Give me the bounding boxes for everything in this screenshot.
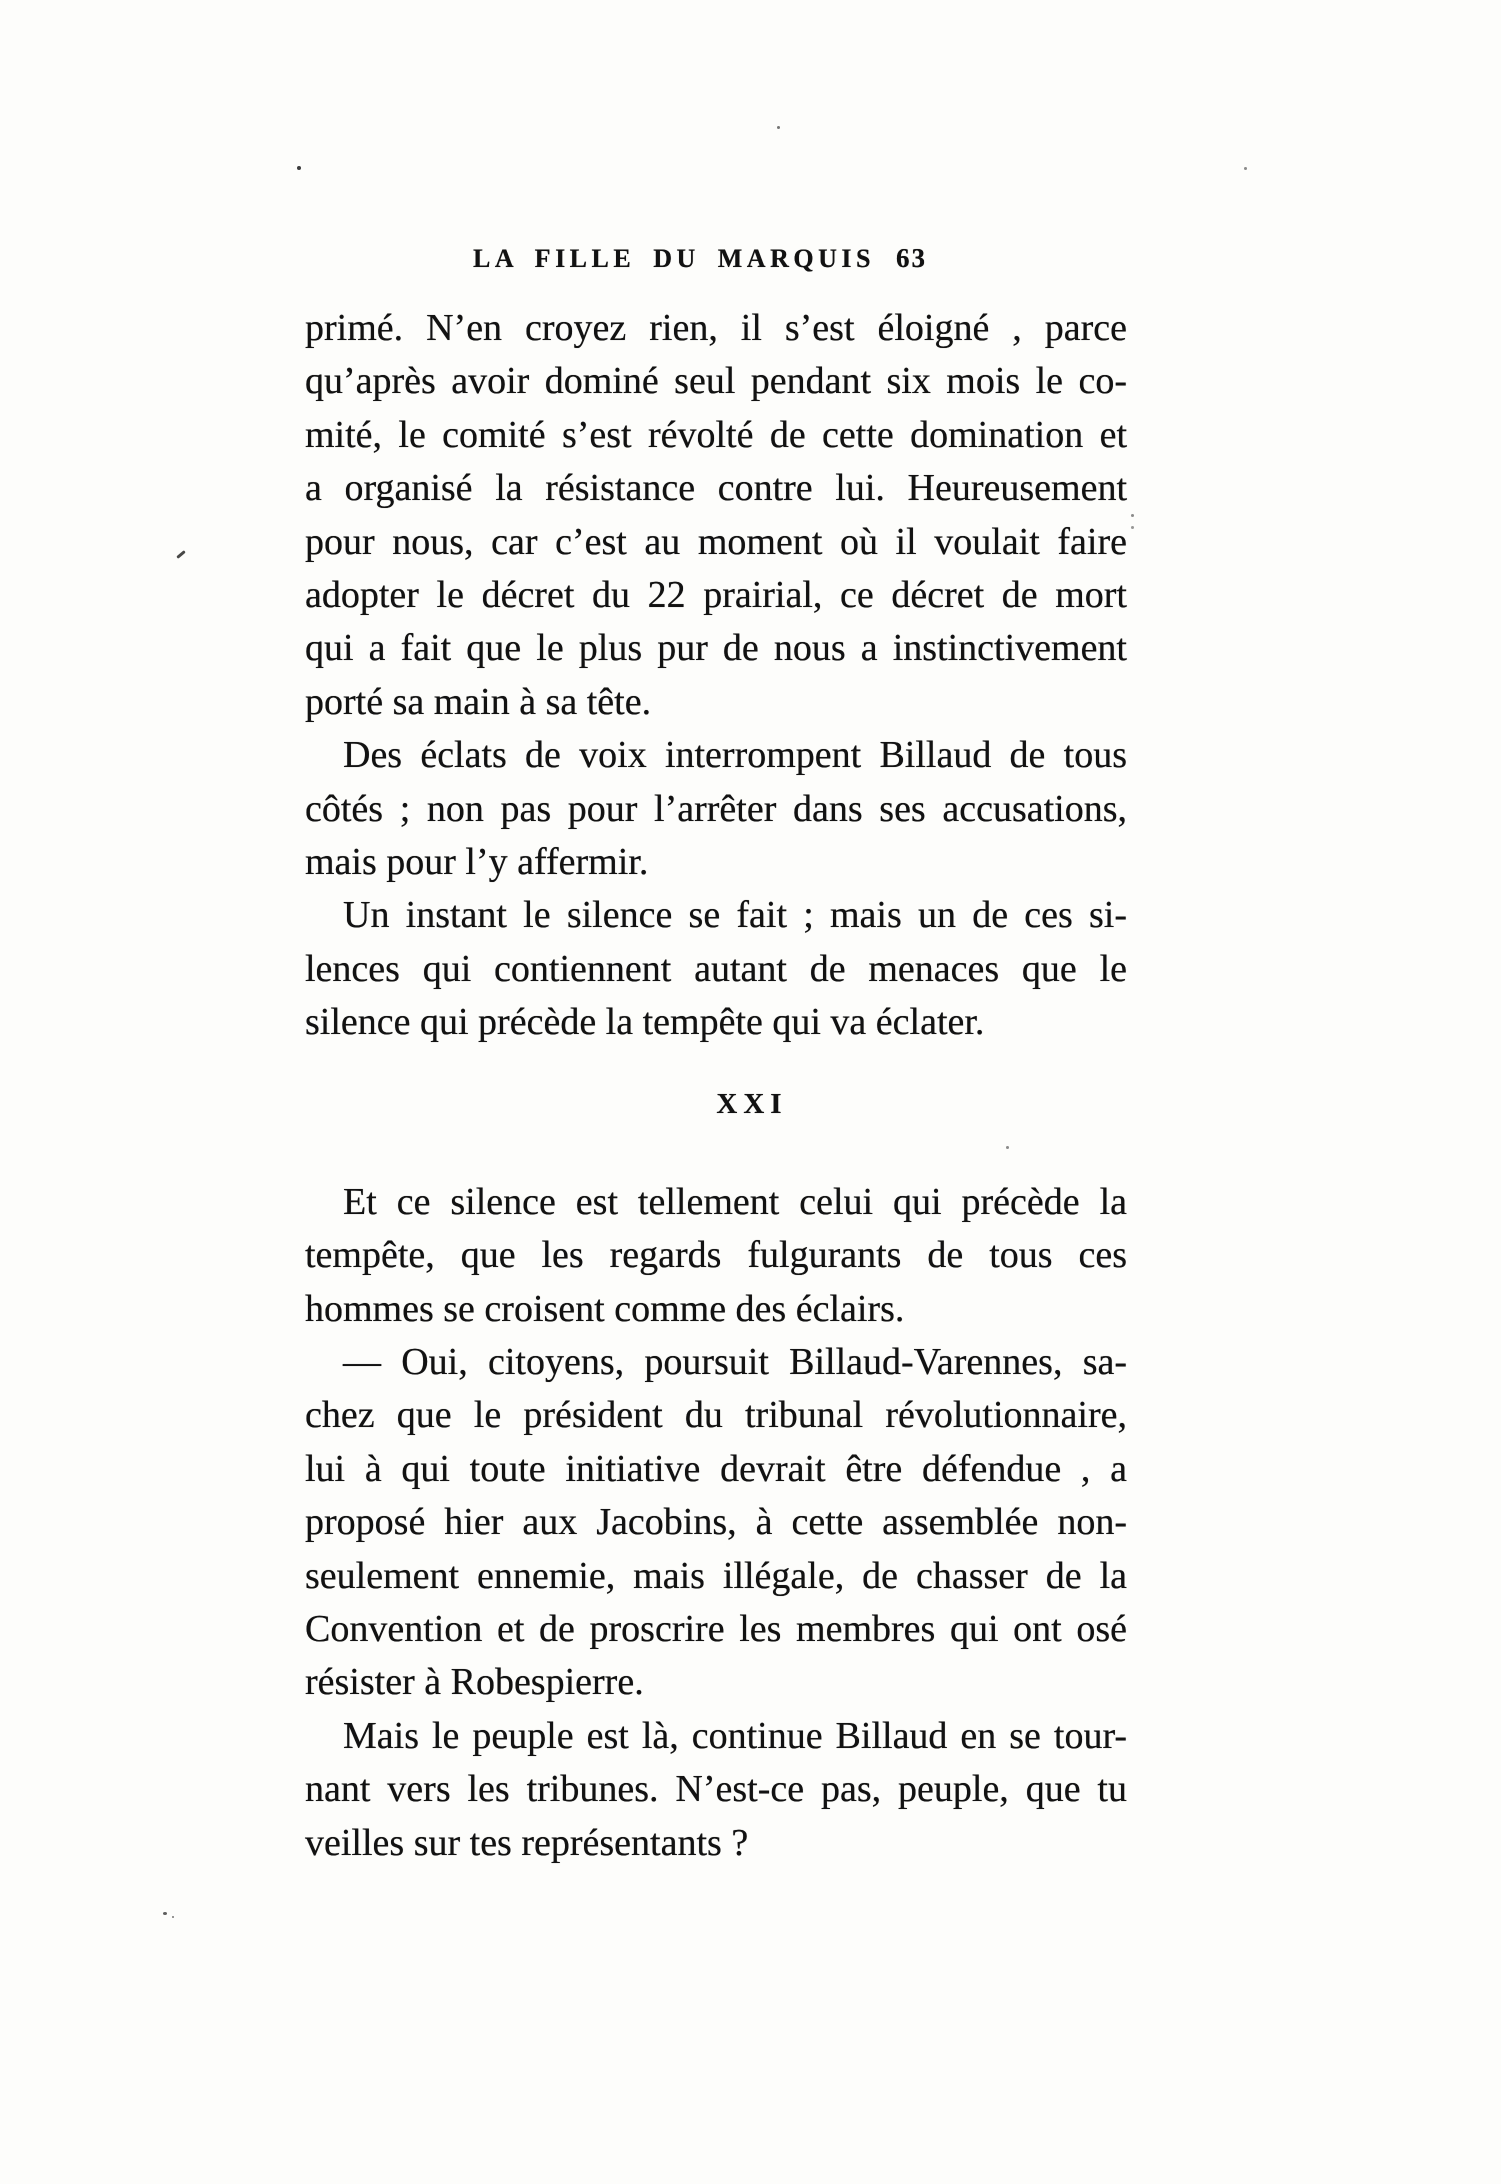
text-line: adopter le décret du 22 prairial, ce décret de mort [305,574,1127,617]
text-line: nant vers les tribunes. N’est-ce pas, peuple, que tu [305,1768,1127,1811]
scan-speck [297,166,301,170]
scan-speck [1006,1146,1009,1149]
text-line: primé. N’en croyez rien, il s’est éloigné , parce [305,307,1127,349]
text-line: seulement ennemie, mais illégale, de chasser de la [305,1554,1127,1597]
scan-speck [1244,167,1247,170]
text-line: a organisé la résistance contre lui. Heureusement [305,467,1127,510]
chapter-heading: XXI [716,1087,788,1120]
scan-speck [1131,526,1134,529]
text-block [305,302,1127,1870]
scan-speck [777,126,780,129]
text-line: résister à Robespierre. [305,1661,644,1704]
text-line: silence qui précède la tempête qui va éclater. [305,1001,985,1044]
text-line: lences qui contiennent autant de menaces que le [305,947,1127,990]
text-line: lui à qui toute initiative devrait être défendue , a [305,1447,1127,1490]
text-line: proposé hier aux Jacobins, à cette assemblée non- [305,1501,1127,1544]
scan-speck [1131,514,1134,517]
text-line: chez que le président du tribunal révolutionnaire, [305,1394,1127,1437]
text-line: pour nous, car c’est au moment où il voulait faire [305,520,1127,563]
text-line: Mais le peuple est là, continue Billaud en se tour- [343,1714,1127,1757]
text-line: — Oui, citoyens, poursuit Billaud-Varennes, sa- [343,1340,1127,1383]
text-line: tempête, que les regards fulgurants de tous ces [305,1234,1127,1277]
text-line: mais pour l’y affermir. [305,841,649,884]
scan-speck [163,1912,167,1915]
text-line: Et ce silence est tellement celui qui précède la [343,1180,1127,1223]
text-line: côtés ; non pas pour l’arrêter dans ses accusations, [305,787,1127,830]
text-line: qu’après avoir dominé seul pendant six mois le co- [305,360,1127,403]
text-line: mité, le comité s’est révolté de cette domination et [305,413,1127,456]
header-title: LA FILLE DU MARQUIS [473,244,875,273]
page-number: 63 [896,243,927,273]
scan-speck [176,550,186,559]
text-line: porté sa main à sa tête. [305,680,652,723]
text-line: hommes se croisent comme des éclairs. [305,1287,905,1330]
scan-speck [172,1916,174,1918]
text-line: qui a fait que le plus pur de nous a instinctivement [305,627,1127,670]
text-line: Convention et de proscrire les membres qui ont osé [305,1607,1127,1650]
running-header [0,244,1501,284]
text-line: Un instant le silence se fait ; mais un de ces si- [343,894,1127,937]
text-line: veilles sur tes représentants ? [305,1821,749,1864]
text-line: Des éclats de voix interrompent Billaud de tous [343,734,1127,777]
